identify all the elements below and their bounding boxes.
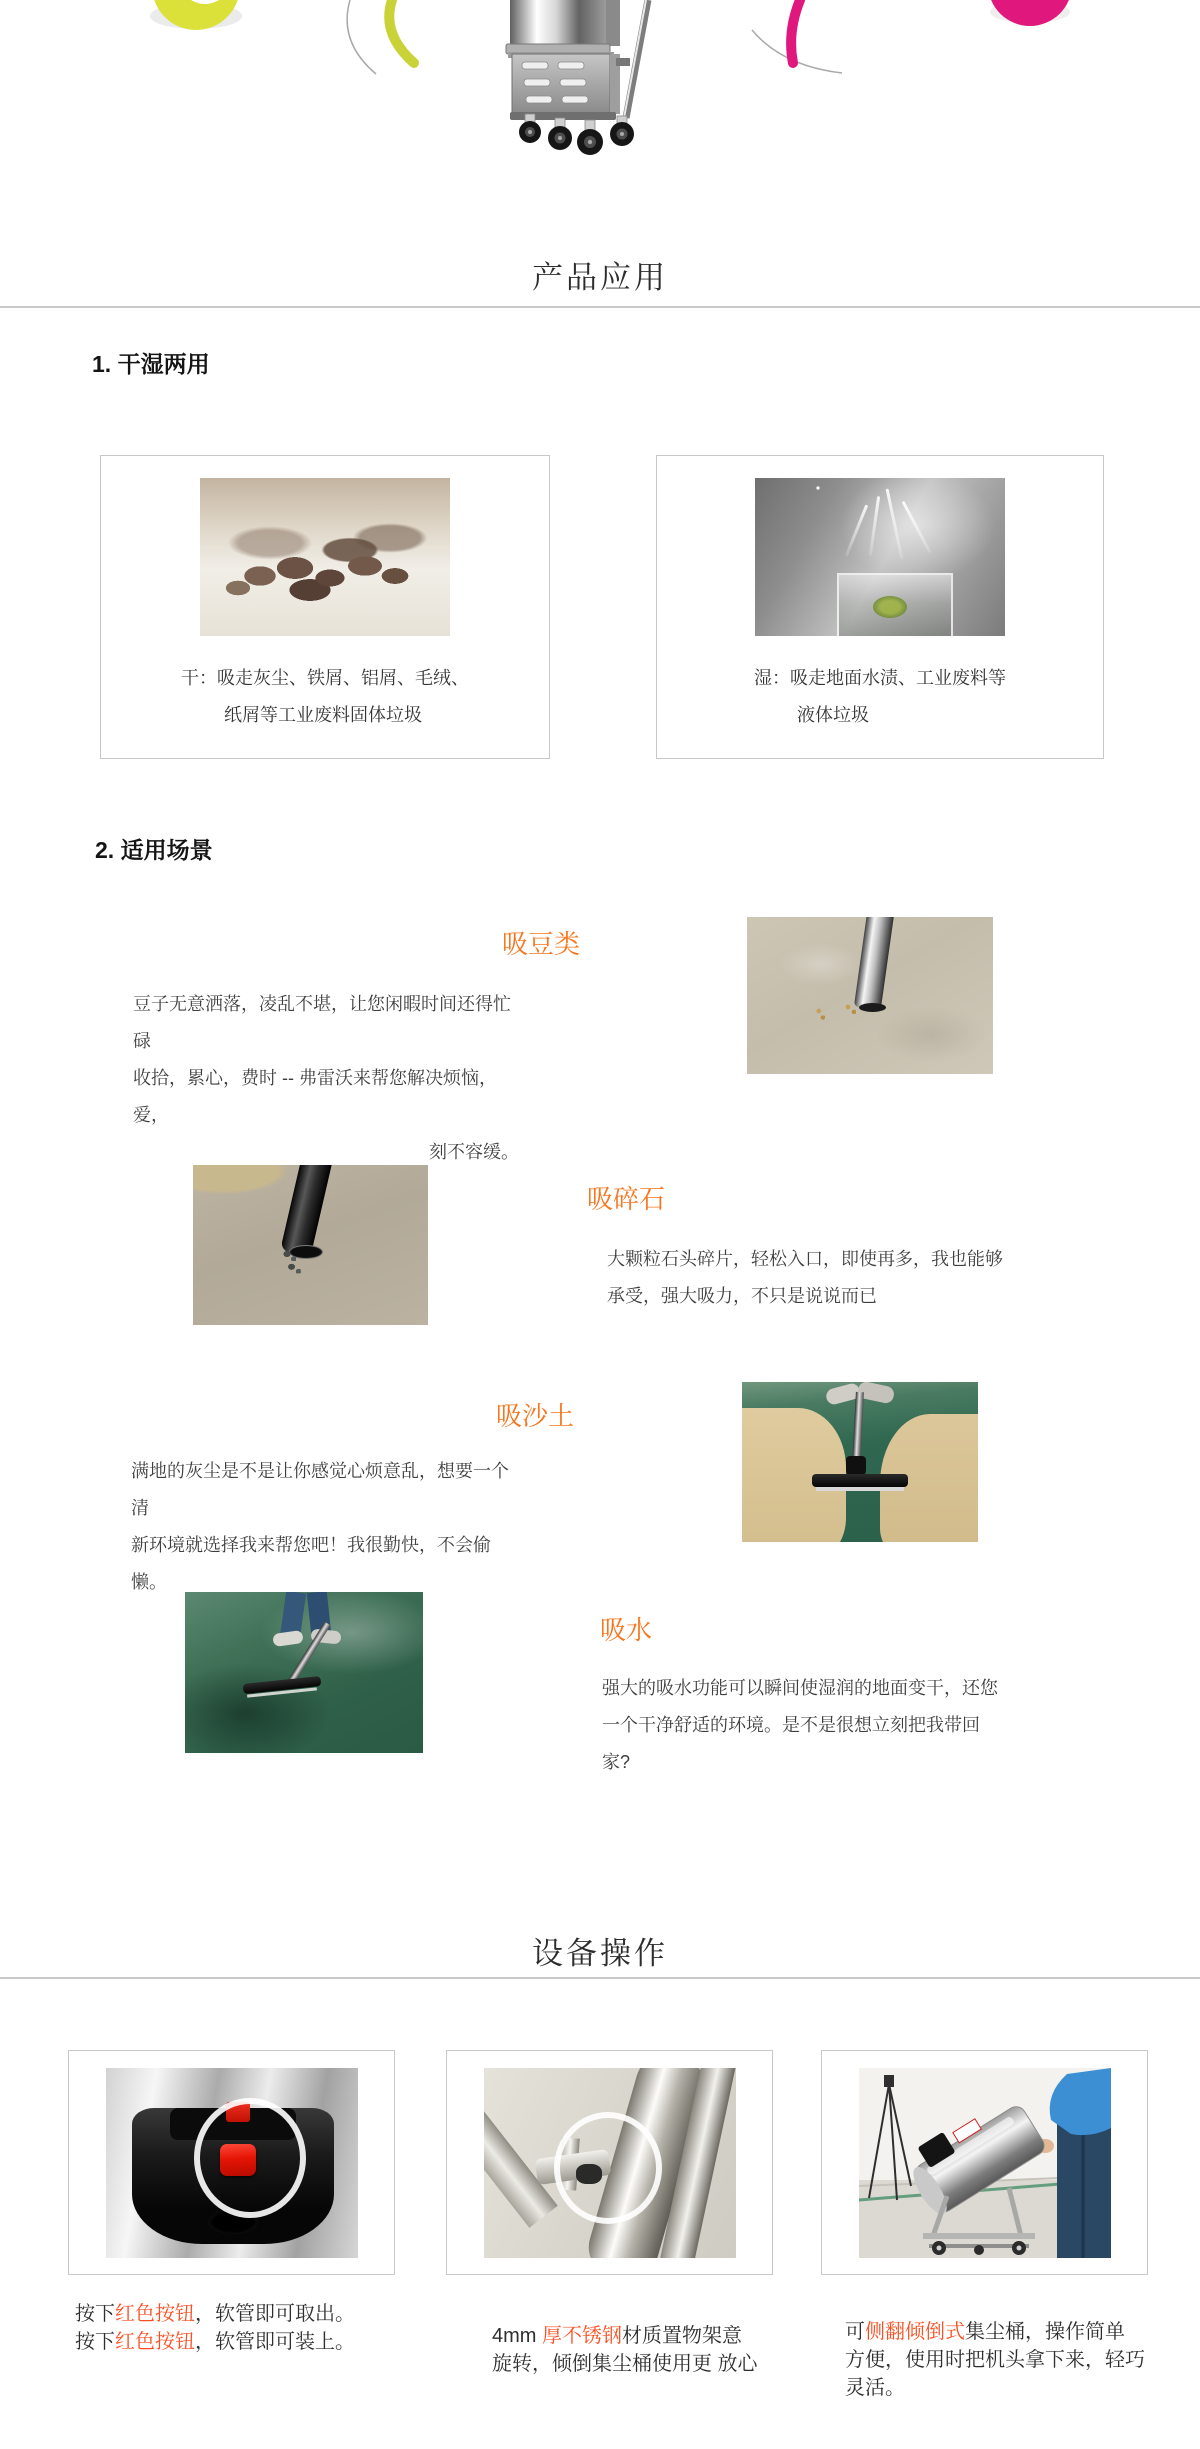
water-droplets — [810, 478, 970, 573]
yellow-ring-icon — [150, 0, 242, 30]
casters — [519, 114, 634, 155]
caption-text: 集尘桶，操作简单 — [965, 2321, 1125, 2343]
caption-line — [75, 2300, 355, 2328]
tilt-bucket-illustration — [859, 2068, 1111, 2258]
text-line: 刻不容缓。 — [429, 1142, 519, 1162]
scenario-title-water: 吸水 — [600, 1615, 653, 1645]
caption-line: 方便，使用时把机头拿下来，轻巧 — [845, 2349, 1145, 2371]
highlight-ellipse — [194, 2098, 306, 2218]
yellow-curve — [389, 0, 414, 63]
text-line: 家? — [602, 1752, 631, 1772]
pink-ring-icon — [988, 0, 1072, 26]
op-caption-red-button — [75, 2300, 355, 2356]
text-line: 大颗粒石头碎片，轻松入口，即使再多，我也能够 — [607, 1249, 1003, 1269]
caption-line — [75, 2328, 355, 2356]
section-title-product-application: 产品应用 — [532, 260, 668, 295]
caption-text: 按下 — [75, 2331, 115, 2353]
caption-highlight: 厚不锈钢 — [542, 2325, 622, 2347]
op-card-tilt-bucket — [821, 2050, 1148, 2275]
op-card-steel-rack — [446, 2050, 773, 2275]
steel-tube — [854, 917, 895, 1010]
caption-text: ，软管即可装上。 — [195, 2331, 355, 2353]
heading-scenarios: 2. 适用场景 — [95, 837, 213, 863]
black-tube — [280, 1165, 333, 1257]
caption-text: 4mm — [492, 2325, 542, 2347]
text-line: 一个干净舒适的环境。是不是很想立刻把我带回 — [602, 1715, 980, 1735]
text-line: 豆子无意洒落，凌乱不堪，让您闲暇时间还得忙碌 — [133, 994, 511, 1051]
wet-floor-photo — [185, 1592, 423, 1753]
highlight-ellipse — [554, 2112, 662, 2224]
scenario-title-beans: 吸豆类 — [501, 929, 580, 959]
op-caption-steel-rack — [492, 2322, 758, 2378]
wet-caption — [754, 660, 1006, 734]
leaf-in-glass — [873, 596, 907, 618]
text-line: 新环境就选择我来帮您吧！我很勤快，不会偷懒。 — [131, 1535, 491, 1592]
caption-line: 湿：吸走地面水渍、工业废料等 — [754, 668, 1006, 688]
scenario-text-water — [602, 1670, 1024, 1781]
bean-trail — [793, 1006, 859, 1074]
squeegee-blade — [816, 1487, 904, 1491]
caption-line — [492, 2322, 758, 2350]
thin-arc-right — [752, 30, 842, 73]
caption-highlight: 红色按钮 — [115, 2331, 195, 2353]
red-button-photo — [106, 2068, 358, 2258]
sand-floor-photo — [742, 1382, 978, 1542]
caption-text: 材质置物架意 — [622, 2325, 742, 2347]
caption-text: 可 — [845, 2321, 865, 2343]
shoe — [272, 1630, 304, 1647]
scenario-title-stone: 吸碎石 — [587, 1184, 666, 1214]
op-caption-tilt-bucket — [845, 2318, 1145, 2402]
caption-line: 纸屑等工业废料固体垃圾 — [224, 705, 422, 725]
scenario-title-sand: 吸沙土 — [495, 1401, 574, 1431]
caption-line: 旋转，倾倒集尘桶使用更 放心 — [492, 2353, 758, 2375]
heading-dry-wet: 1. 干湿两用 — [92, 351, 210, 377]
hero-vacuum-illustration — [0, 0, 1200, 220]
text-line: 强大的吸水功能可以瞬间使湿润的地面变干，还您 — [602, 1678, 998, 1698]
section-divider-bottom — [0, 1977, 1200, 1979]
vacuum-machine-bottom — [506, 0, 648, 155]
caption-text: 按下 — [75, 2303, 115, 2325]
thin-arc-left — [347, 0, 376, 74]
text-line: 满地的灰尘是不是让你感觉心烦意乱，想要一个清 — [131, 1461, 509, 1518]
tilt-bucket-photo — [859, 2068, 1111, 2258]
scenario-text-sand — [131, 1453, 519, 1601]
stone-trail — [285, 1260, 328, 1325]
caption-highlight: 红色按钮 — [115, 2303, 195, 2325]
caption-highlight: 侧翻倾倒式 — [865, 2321, 965, 2343]
dry-use-card — [100, 455, 550, 759]
steel-rack-photo — [484, 2068, 736, 2258]
op-card-red-button — [68, 2050, 395, 2275]
wet-use-card — [656, 455, 1104, 759]
section-title-device-operation: 设备操作 — [532, 1936, 668, 1971]
dry-debris-photo — [200, 478, 450, 636]
dry-caption — [181, 660, 469, 734]
vacuum-rod — [852, 1392, 864, 1466]
squeegee-head — [812, 1474, 908, 1487]
caption-line: 灵活。 — [845, 2377, 905, 2399]
text-line: 承受，强大吸力，不只是说说而已 — [607, 1286, 877, 1306]
stone-suction-photo — [193, 1165, 428, 1325]
caption-line — [845, 2318, 1145, 2346]
section-divider-top — [0, 306, 1200, 308]
magenta-curve — [791, 0, 800, 63]
beans-suction-photo — [747, 917, 993, 1074]
text-line: 收拾，累心，费时 -- 弗雷沃来帮您解决烦恼，爱， — [133, 1068, 497, 1125]
caption-line: 干：吸走灰尘、铁屑、铝屑、毛绒、 — [181, 668, 469, 688]
steel-band — [484, 2068, 558, 2228]
caption-line: 液体垃圾 — [797, 705, 869, 725]
scenario-text-beans — [133, 986, 519, 1171]
scenario-text-stone — [607, 1241, 1027, 1315]
water-splash-photo — [755, 478, 1005, 636]
caption-text: ，软管即可取出。 — [195, 2303, 355, 2325]
